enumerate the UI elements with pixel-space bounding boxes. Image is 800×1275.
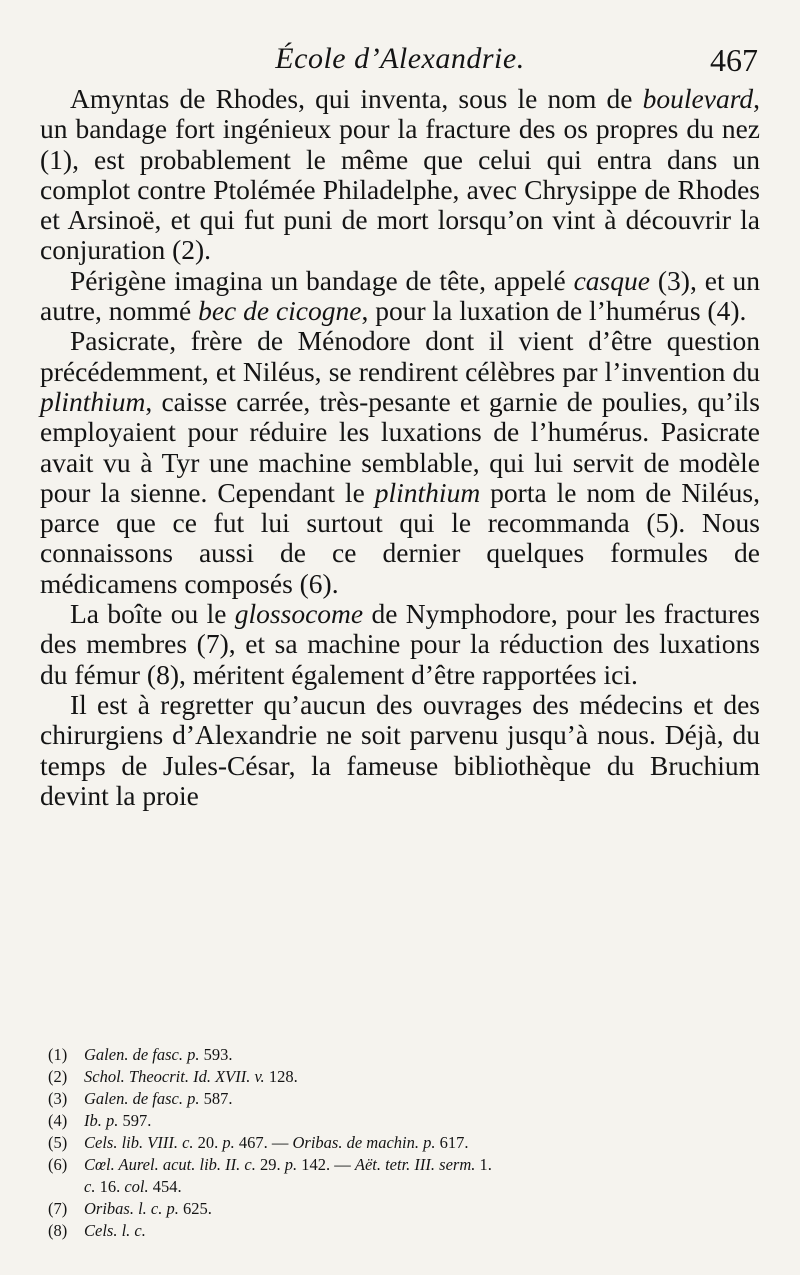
footnote-text: 625.: [178, 1199, 212, 1218]
footnote: [48, 1176, 760, 1198]
footnote-citation: Oribas. l. c. p.: [84, 1199, 179, 1218]
italic-term: casque: [573, 264, 650, 296]
footnote-citation: Schol. Theocrit. Id. XVII. v.: [84, 1067, 265, 1086]
footnote: [48, 1088, 760, 1110]
page-header: [40, 38, 760, 88]
footnote-number: (6): [48, 1155, 68, 1174]
italic-term: plinthium: [374, 476, 481, 508]
paragraph: [40, 84, 760, 266]
footnote-citation: p.: [284, 1155, 298, 1174]
footnote-number: (2): [48, 1067, 68, 1086]
footnote-number: (7): [48, 1199, 68, 1218]
italic-term: glossocome: [234, 598, 364, 630]
paragraph: [40, 599, 760, 690]
footnote-citation: Ib. p.: [84, 1111, 119, 1130]
text-run: Amyntas de Rhodes, qui inventa, sous le nom de: [70, 83, 643, 114]
footnotes: [48, 1044, 760, 1242]
footnote-text: 593.: [199, 1045, 233, 1064]
text-run: , un bandage fort ingénieux pour la fracture des os propres du nez (1), est probablement le même que celui qui entra dans un complot contre Ptolémée Philadelphe, avec Chrysippe de Rhodes et Arsinoë, et qui fut puni de mort lorsqu’on vint à découvrir la conjuration (2).: [40, 83, 760, 266]
footnote-text: 1.: [475, 1155, 492, 1174]
text-run: (3), et un autre, nommé: [40, 264, 760, 327]
footnote: [48, 1198, 760, 1220]
footnote: [48, 1220, 760, 1242]
footnote-citation: Aët. tetr. III. serm.: [354, 1155, 476, 1174]
text-run: , caisse carrée, très-pesante et garnie de poulies, qu’ils employaient pour réduire les luxations de l’humérus. Pasicrate avait vu à Tyr une machine semblable, qui lui servit de modèle pour la sienne. Cependant le: [40, 385, 760, 508]
footnote-citation: Galen. de fasc. p.: [84, 1089, 200, 1108]
footnote: [48, 1044, 760, 1066]
footnote-number: (1): [48, 1045, 68, 1064]
running-title: École d’Alexandrie.: [275, 42, 525, 75]
text-run: Il est à regretter qu’aucun des ouvrages des médecins et des chirurgiens d’Alexandrie ne soit parvenu jusqu’à nous. Déjà, du temps de Jules-César, la fameuse bibliothèque du Bruchium devint la proie: [40, 688, 760, 811]
footnote-text: 467. —: [234, 1133, 293, 1152]
footnote-text: 597.: [118, 1111, 152, 1130]
footnote: [48, 1154, 760, 1176]
text-run: Périgène imagina un bandage de tête, appelé: [70, 264, 574, 296]
footnote-citation: col.: [124, 1177, 149, 1196]
paragraph: [40, 326, 760, 599]
footnote-number: (3): [48, 1089, 68, 1108]
footnote-text: 128.: [264, 1067, 298, 1086]
footnote: [48, 1110, 760, 1132]
italic-term: boulevard: [642, 83, 754, 114]
paragraph: [40, 266, 760, 327]
footnote-text: 20.: [193, 1133, 223, 1152]
footnote-text: 142. —: [297, 1155, 355, 1174]
footnote-citation: Galen. de fasc. p.: [84, 1045, 200, 1064]
footnote-citation: Cels. lib. VIII. c.: [84, 1133, 194, 1152]
footnote-citation: c.: [84, 1177, 96, 1196]
footnote-number: (5): [48, 1133, 68, 1152]
footnote-text: 587.: [199, 1089, 233, 1108]
footnote-text: 29.: [255, 1155, 285, 1174]
footnote-citation: Cels. l. c.: [84, 1221, 146, 1240]
text-run: de Nymphodore, pour les fractures des membres (7), et sa machine pour la réduction des luxations du fémur (8), méritent également d’être rapportées ici.: [40, 598, 760, 690]
footnote: [48, 1066, 760, 1088]
italic-term: bec de cicogne: [198, 295, 362, 327]
body-text: [40, 84, 760, 811]
footnote-number: (4): [48, 1111, 68, 1130]
footnote-number: (8): [48, 1221, 68, 1240]
footnote-text: 16.: [95, 1177, 125, 1196]
italic-term: plinthium: [40, 385, 146, 417]
text-run: porta le nom de Niléus, parce que ce fut lui surtout qui le recommanda (5). Nous connaissons aussi de ce dernier quelques formules de médicamens composés (6).: [40, 476, 760, 599]
footnote-citation: Oribas. de machin. p.: [292, 1133, 436, 1152]
text-run: La boîte ou le: [70, 598, 235, 630]
footnote-text: 454.: [148, 1177, 182, 1196]
footnote-citation: Cœl. Aurel. acut. lib. II. c.: [84, 1155, 256, 1174]
footnote-text: 617.: [435, 1133, 469, 1152]
footnote-citation: p.: [222, 1133, 235, 1152]
paragraph: [40, 690, 760, 811]
text-run: Pasicrate, frère de Ménodore dont il vient d’être question précédemment, et Niléus, se rendirent célèbres par l’invention du: [40, 325, 760, 387]
text-run: , pour la luxation de l’humérus (4).: [361, 295, 747, 327]
footnote: [48, 1132, 760, 1154]
page-number: 467: [710, 42, 758, 78]
